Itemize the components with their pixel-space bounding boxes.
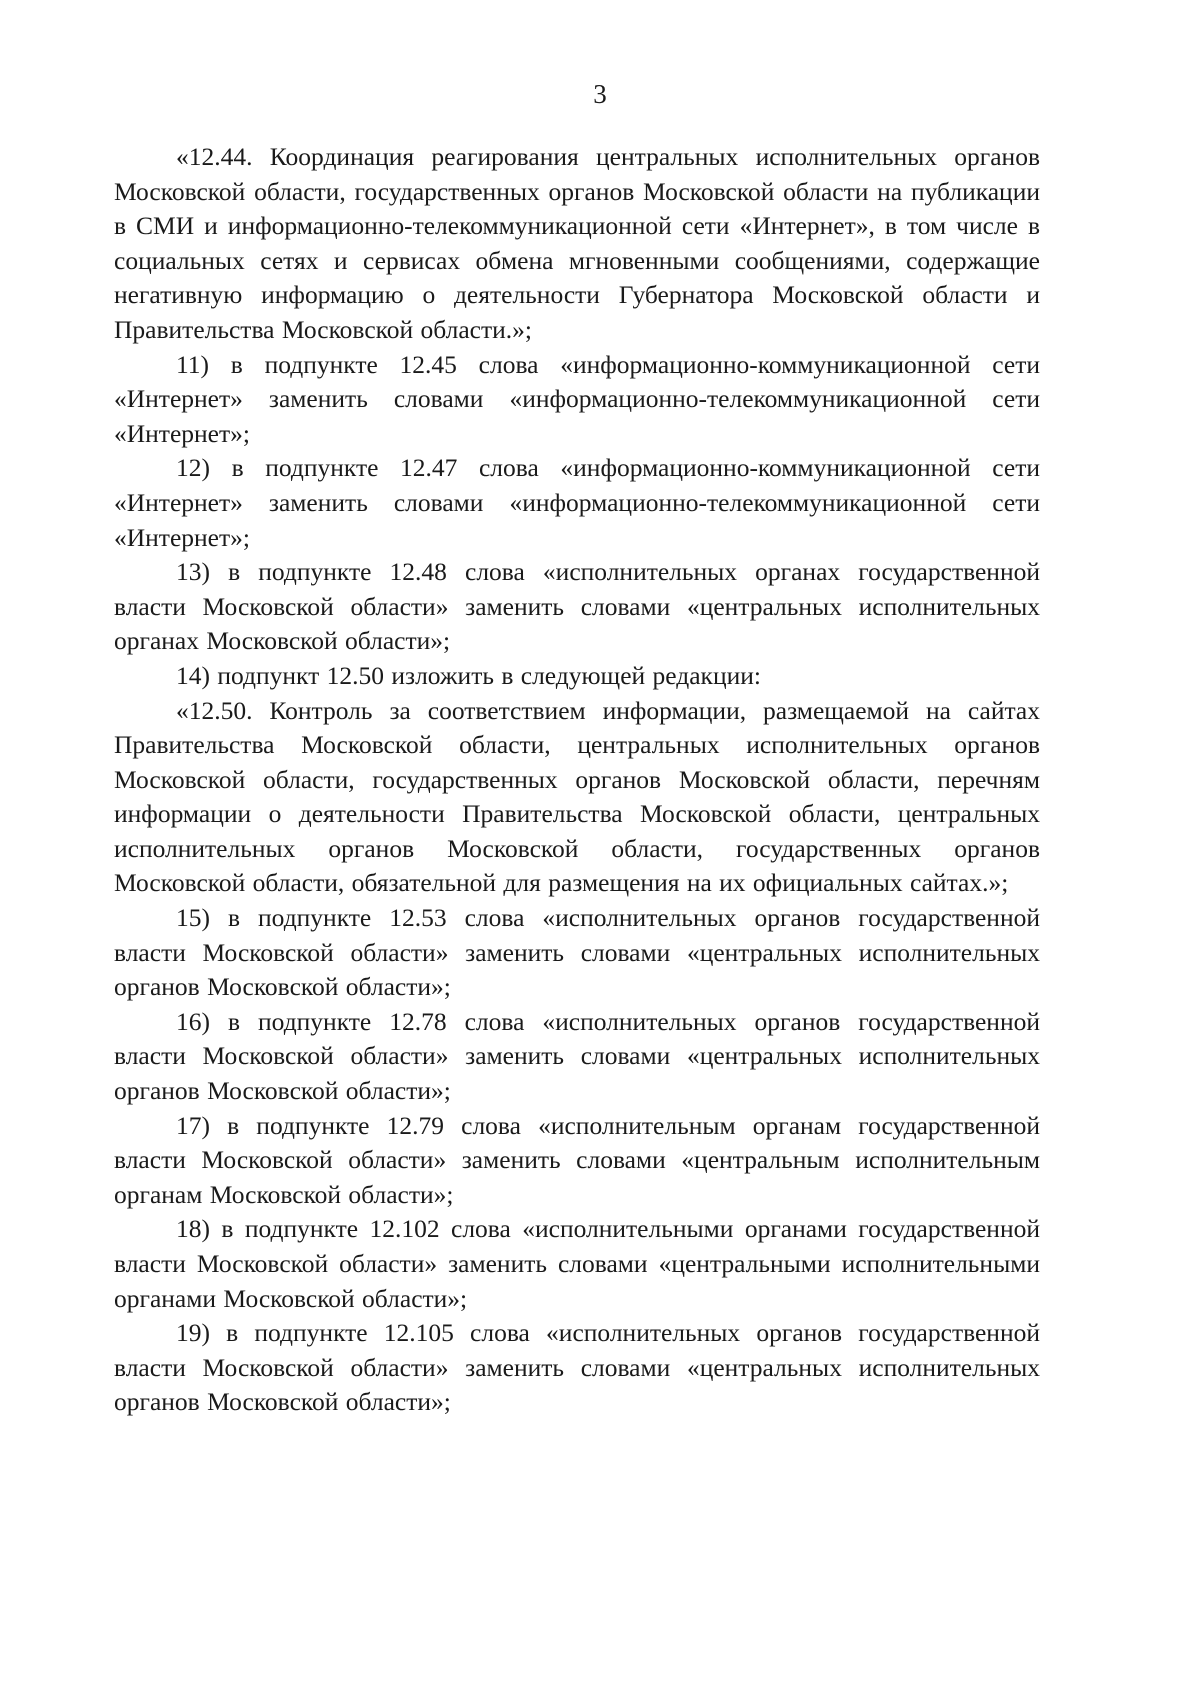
paragraph-12-44: «12.44. Координация реагирования центральных исполнительных органов Московской области, государственных органов Московской области на публикации в СМИ и информационно-телекоммуникационной сети «Интернет», в том числе в социальных сетях и сервисах обмена мгновенными сообщениями, содержащие негативную информацию о деятельности Губернатора Московской области и Правительства Московской области.»; bbox=[114, 142, 1040, 344]
document-body bbox=[114, 140, 1040, 1420]
paragraph-item-14: 14) подпункт 12.50 изложить в следующей редакции: bbox=[176, 660, 761, 690]
paragraph-item-17: 17) в подпункте 12.79 слова «исполнительным органам государственной власти Московской области» заменить словами «центральным исполнительным органам Московской области»; bbox=[114, 1110, 1040, 1209]
paragraph-item-18: 18) в подпункте 12.102 слова «исполнительными органами государственной власти Московской области» заменить словами «центральными исполнительными органами Московской области»; bbox=[114, 1214, 1040, 1313]
paragraph-item-16: 16) в подпункте 12.78 слова «исполнительных органов государственной власти Московской области» заменить словами «центральных исполнительных органов Московской области»; bbox=[114, 1006, 1040, 1106]
paragraph-item-15: 15) в подпункте 12.53 слова «исполнительных органов государственной власти Московской области» заменить словами «центральных исполнительных органов Московской области»; bbox=[114, 903, 1040, 1002]
paragraph-item-12: 12) в подпункте 12.47 слова «информационно-коммуникационной сети «Интернет» заменить словами «информационно-телекоммуникационной сети «Интернет»; bbox=[114, 453, 1040, 552]
paragraph-item-13: 13) в подпункте 12.48 слова «исполнительных органах государственной власти Московской области» заменить словами «центральных исполнительных органах Московской области»; bbox=[114, 557, 1040, 656]
paragraph-item-19: 19) в подпункте 12.105 слова «исполнительных органов государственной власти Московской области» заменить словами «центральных исполнительных органов Московской области»; bbox=[114, 1318, 1040, 1417]
paragraph-12-50: «12.50. Контроль за соответствием информации, размещаемой на сайтах Правительства Московской области, центральных исполнительных органов Московской области, государственных органов Московской области, перечням информации о деятельности Правительства Московской области, центральных исполнительных органов Московской области, государственных органов Московской области, обязательной для размещения на их официальных сайтах.»; bbox=[114, 695, 1040, 898]
paragraph-item-11: 11) в подпункте 12.45 слова «информационно-коммуникационной сети «Интернет» заменить словами «информационно-телекоммуникационной сети «Интернет»; bbox=[114, 349, 1040, 448]
page-number: 3 bbox=[593, 79, 607, 109]
